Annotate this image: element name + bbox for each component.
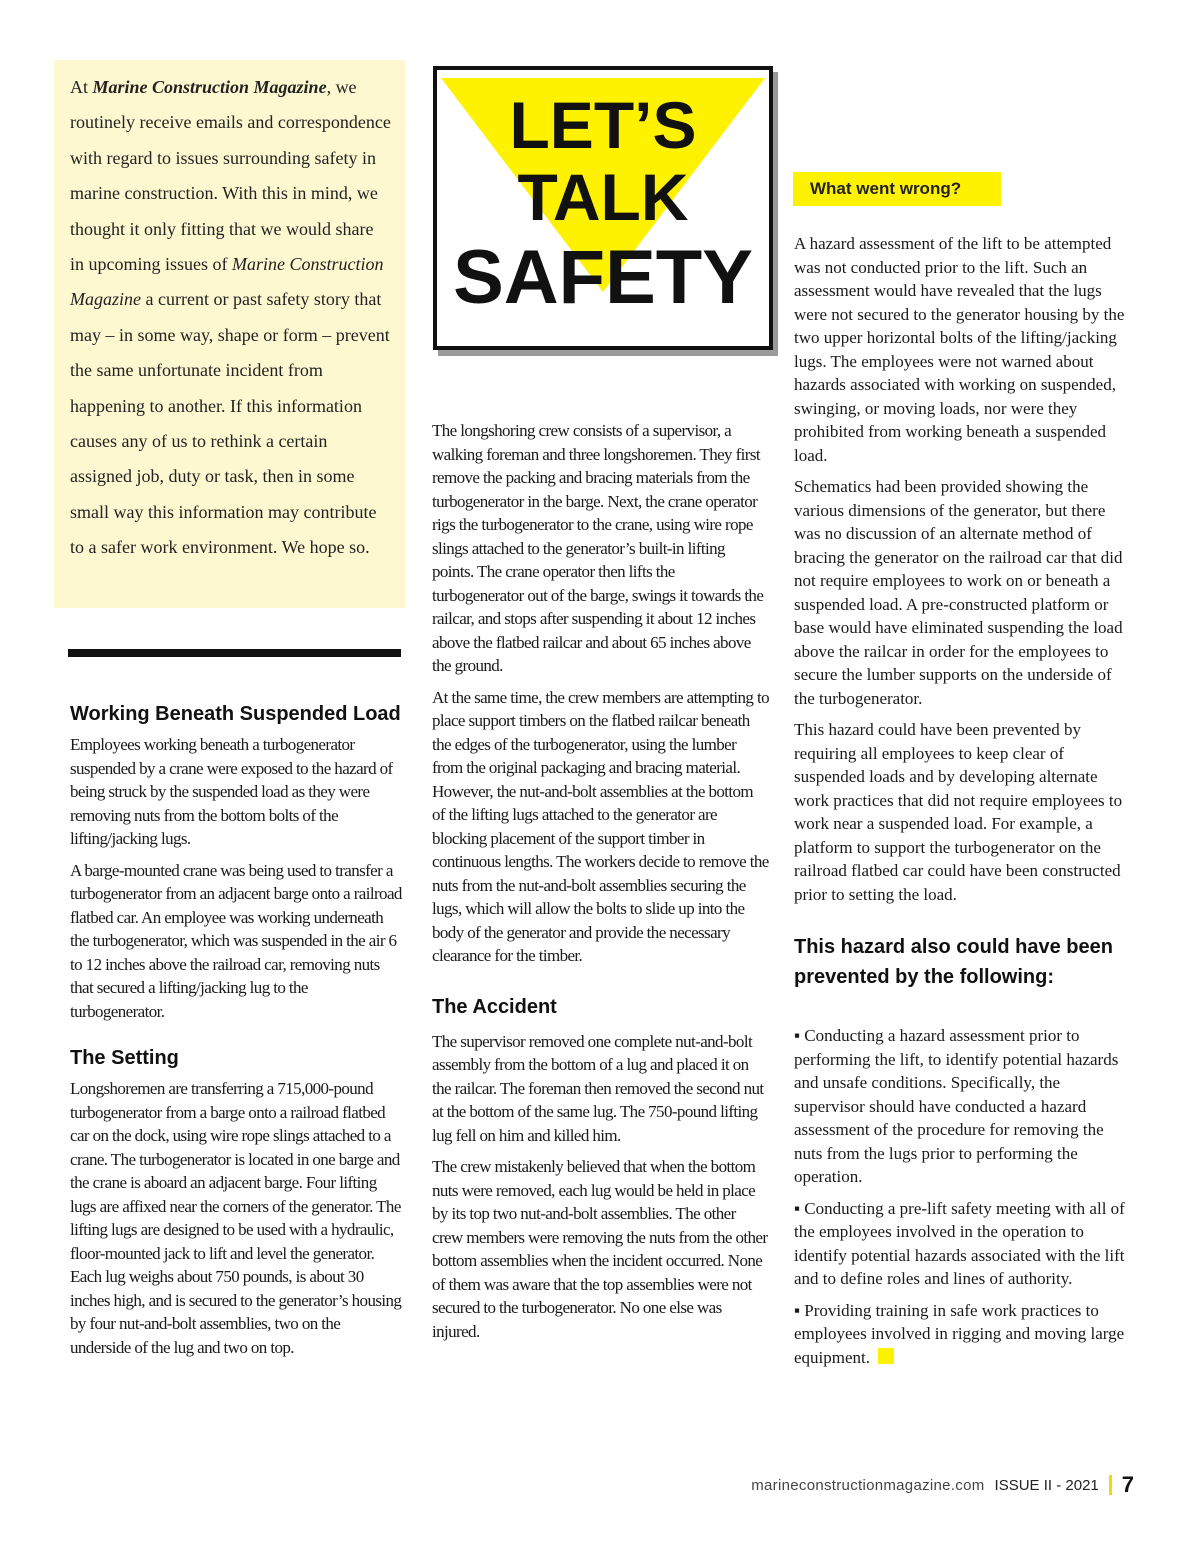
- footer-issue: ISSUE II - 2021: [994, 1476, 1099, 1494]
- title-lets: LET’S: [509, 88, 697, 162]
- what-went-wrong-tag: What went wrong?: [793, 172, 1001, 206]
- footer-website: marineconstructionmagazine.com: [751, 1476, 985, 1494]
- wrong-paragraph-3: This hazard could have been prevented by requiring all employees to keep clear of suspended loads and by developing alternate work practices that did not require employees to work near a suspended load. For example, a platform to support the turbogenerator on the railroad flatbed car could have been constructed prior to setting the load.: [794, 720, 1123, 904]
- working-paragraph-2: A barge-mounted crane was being used to transfer a turbogenerator from an adjacent barge onto a railroad flatbed car. An employee was working underneath the turbogenerator, which was suspended in the air 6 to 12 inches above the railroad car, removing nuts that secured a lifting/jacking lug to the turbogenerator.: [70, 860, 402, 1021]
- title-safety: SAFETY: [453, 235, 753, 320]
- intro-text: At Marine Construction Magazine, we routinely receive emails and correspondence with regard to issues surrounding safety in marine construction. With this in mind, we thought it only fitting that we would share in upcoming issues of Marine Construction Magazine a current or past safety story that may – in some way, shape or form – prevent the same unfortunate incident from happening to another. If this information causes any of us to rethink a certain assigned job, duty or task, then in some small way this information may contribute to a safer work environment. We hope so.: [70, 77, 391, 558]
- footer-divider: [1109, 1475, 1112, 1495]
- right-column: [794, 232, 1130, 1377]
- accident-paragraph-2: The crew mistakenly believed that when the bottom nuts were removed, each lug would be held in place by its top two nut-and-bolt assemblies. The other crew members were removing the nuts from the other bottom assemblies when the incident occurred. None of them was aware that the top assemblies were not secured to the turbogenerator. No one else was injured.: [432, 1157, 768, 1341]
- intro-box: [54, 60, 405, 608]
- accident-paragraph-1: The supervisor removed one complete nut-and-bolt assembly from the bottom of a lug and placed it on the railcar. The foreman then removed the second nut at the bottom of the same lug. The 750-pound lifting lug fell on him and killed him.: [432, 1031, 764, 1145]
- middle-column: [432, 419, 769, 1351]
- heading-prevented-by: This hazard also could have been prevented by the following:: [794, 936, 1113, 988]
- page-number: 7: [1121, 1472, 1134, 1497]
- setting-paragraph-1: Longshoremen are transferring a 715,000-pound turbogenerator from a barge onto a railroad flatbed car on the dock, using wire rope slings attached to a crane. The turbogenerator is located in one barge and the crane is aboard an adjacent barge. Four lifting lugs are affixed near the corners of the generator. The lifting lugs are designed to be used with a hydraulic, floor-mounted jack to lift and level the generator. Each lug weighs about 750 pounds, is about 30 inches high, and is secured to the generator’s housing by four nut-and-bolt assemblies, two on the underside of the lug and two on top.: [70, 1079, 402, 1357]
- heading-the-accident: The Accident: [432, 995, 557, 1018]
- crew-paragraph-2: At the same time, the crew members are attempting to place support timbers on the flatbed railcar beneath the edges of the turbogenerator, using the lumber from the original packaging and bracing material. However, the nut-and-bolt assemblies at the bottom of the lifting lugs attached to the generator are blocking placement of the support timber in continuous lengths. The workers decide to remove the nuts from the nut-and-bolt assemblies securing the lugs, which will allow the bolts to slide up into the body of the generator and provide the necessary clearance for the timber.: [432, 687, 770, 965]
- wrong-paragraph-2: Schematics had been provided showing the various dimensions of the generator, but there was no discussion of an alternate method of bracing the generator on the railroad car that did not require employees to work on or beneath a suspended load. A pre-constructed platform or base would have eliminated suspending the load above the railcar in order for the employees to secure the lumber supports on the underside of the turbogenerator.: [794, 477, 1123, 708]
- magazine-name-2: Marine Construction Magazine: [70, 254, 384, 310]
- crew-paragraph-1: The longshoring crew consists of a supervisor, a walking foreman and three longshoremen. They first remove the packing and bracing materials from the turbogenerator in the barge. Next, the crane operator rigs the turbogenerator to the crane, using wire rope slings attached to the generator’s built-in lifting points. The crane operator then lifts the turbogenerator out of the barge, swings it towards the railcar, and stops after suspending it about 12 inches above the flatbed railcar and about 65 inches above the ground.: [432, 421, 764, 675]
- heading-working-beneath: Working Beneath Suspended Load: [70, 703, 401, 725]
- lets-talk-safety-title: [433, 66, 773, 350]
- prevent-bullet-2: ▪ Conducting a pre-lift safety meeting with all of the employees involved in the operation to identify potential hazards associated with the lift and to define roles and lines of authority.: [794, 1198, 1125, 1288]
- title-talk: TALK: [517, 160, 689, 234]
- end-of-article-mark: [878, 1348, 894, 1364]
- working-paragraph-1: Employees working beneath a turbogenerator suspended by a crane were exposed to the hazard of being struck by the suspended load as they were removing nuts from the bottom bolts of the lifting/jacking lugs.: [70, 735, 393, 848]
- heading-the-setting: The Setting: [70, 1047, 179, 1069]
- page-footer: [751, 1470, 1134, 1500]
- prevent-bullet-3: ▪ Providing training in safe work practices to employees involved in rigging and moving large equipment.: [794, 1300, 1125, 1367]
- left-column: [70, 699, 404, 1367]
- section-divider: [68, 649, 401, 657]
- prevent-bullet-1: ▪ Conducting a hazard assessment prior to performing the lift, to identify potential hazards and unsafe conditions. Specifically, the supervisor should have conducted a hazard assessment of the procedure for removing the nuts from the lugs prior to performing the operation.: [794, 1026, 1119, 1186]
- magazine-name: Marine Construction Magazine: [92, 77, 327, 97]
- wrong-paragraph-1: A hazard assessment of the lift to be attempted was not conducted prior to the lift. Such an assessment would have revealed that the lugs were not secured to the generator housing by the two upper horizontal bolts of the lifting/jacking lugs. The employees were not warned about hazards associated with working on suspended, swinging, or moving loads, nor were they prohibited from working beneath a suspended load.: [794, 234, 1125, 465]
